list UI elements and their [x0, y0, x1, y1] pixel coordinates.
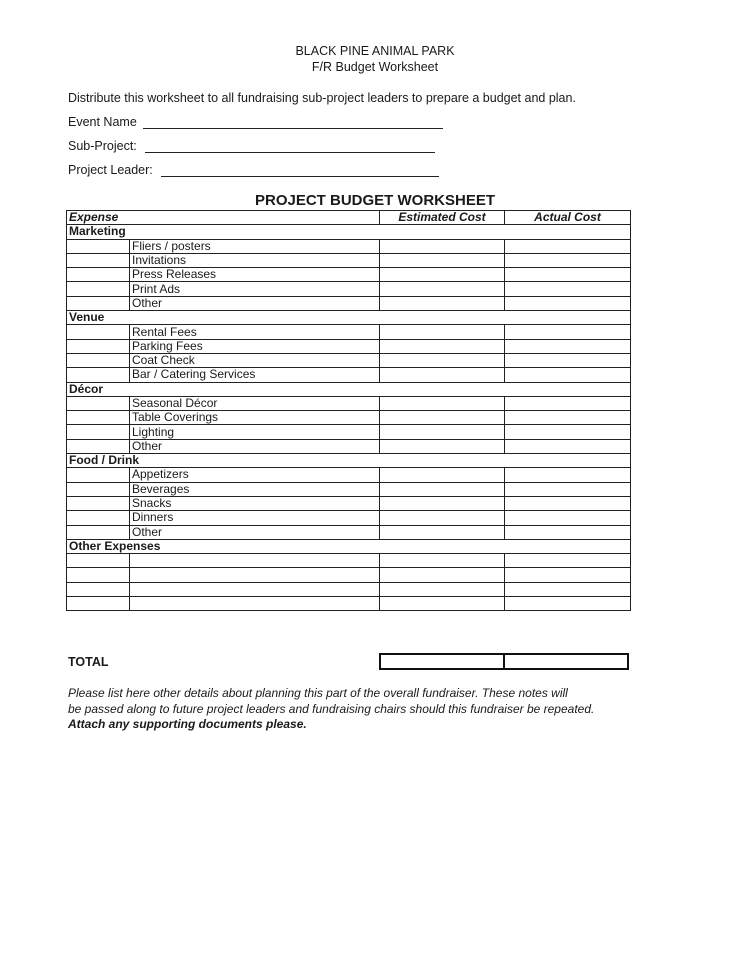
estimated-cost-cell[interactable]	[380, 239, 505, 253]
table-row	[67, 282, 631, 296]
intro-text: Distribute this worksheet to all fundraising sub-project leaders to prepare a budget and plan.	[68, 91, 576, 105]
project-leader-label: Project Leader:	[68, 163, 153, 177]
spacer-cell	[67, 268, 130, 282]
column-header-expense: Expense	[67, 211, 380, 225]
project-leader-line[interactable]	[161, 164, 439, 177]
category-row	[67, 311, 631, 325]
actual-cost-cell[interactable]	[505, 368, 631, 382]
category-label: Venue	[67, 311, 631, 325]
estimated-cost-cell[interactable]	[380, 597, 505, 611]
actual-cost-cell[interactable]	[505, 425, 631, 439]
column-header-actual: Actual Cost	[505, 211, 631, 225]
expense-item[interactable]: Press Releases	[130, 268, 380, 282]
table-row	[67, 268, 631, 282]
actual-cost-cell[interactable]	[505, 411, 631, 425]
table-row	[67, 597, 631, 611]
total-actual-cell[interactable]	[503, 655, 627, 668]
spacer-cell	[67, 511, 130, 525]
table-row	[67, 496, 631, 510]
expense-item[interactable]	[130, 568, 380, 582]
table-row	[67, 296, 631, 310]
expense-item[interactable]: Seasonal Décor	[130, 396, 380, 410]
estimated-cost-cell[interactable]	[380, 396, 505, 410]
table-row	[67, 468, 631, 482]
actual-cost-cell[interactable]	[505, 568, 631, 582]
estimated-cost-cell[interactable]	[380, 482, 505, 496]
expense-item[interactable]: Parking Fees	[130, 339, 380, 353]
category-row	[67, 454, 631, 468]
actual-cost-cell[interactable]	[505, 296, 631, 310]
estimated-cost-cell[interactable]	[380, 353, 505, 367]
estimated-cost-cell[interactable]	[380, 496, 505, 510]
table-row	[67, 425, 631, 439]
spacer-cell	[67, 339, 130, 353]
spacer-cell	[67, 368, 130, 382]
table-row	[67, 411, 631, 425]
expense-item[interactable]: Beverages	[130, 482, 380, 496]
actual-cost-cell[interactable]	[505, 597, 631, 611]
spacer-cell	[67, 353, 130, 367]
estimated-cost-cell[interactable]	[380, 282, 505, 296]
expense-item[interactable]: Other	[130, 296, 380, 310]
table-row	[67, 368, 631, 382]
actual-cost-cell[interactable]	[505, 439, 631, 453]
actual-cost-cell[interactable]	[505, 396, 631, 410]
actual-cost-cell[interactable]	[505, 339, 631, 353]
spacer-cell	[67, 568, 130, 582]
table-row	[67, 396, 631, 410]
actual-cost-cell[interactable]	[505, 268, 631, 282]
spacer-cell	[67, 468, 130, 482]
spacer-cell	[67, 296, 130, 310]
estimated-cost-cell[interactable]	[380, 425, 505, 439]
estimated-cost-cell[interactable]	[380, 411, 505, 425]
project-leader-field[interactable]	[68, 163, 439, 177]
spacer-cell	[67, 411, 130, 425]
worksheet-subtitle: F/R Budget Worksheet	[311, 60, 439, 74]
category-label: Décor	[67, 382, 631, 396]
sub-project-field[interactable]	[68, 139, 435, 153]
table-row	[67, 525, 631, 539]
expense-item[interactable]: Coat Check	[130, 353, 380, 367]
table-header-row	[67, 211, 631, 225]
total-label: TOTAL	[68, 655, 109, 669]
estimated-cost-cell[interactable]	[380, 368, 505, 382]
actual-cost-cell[interactable]	[505, 282, 631, 296]
spacer-cell	[67, 239, 130, 253]
category-label: Food / Drink	[67, 454, 631, 468]
estimated-cost-cell[interactable]	[380, 439, 505, 453]
spacer-cell	[67, 482, 130, 496]
table-row	[67, 353, 631, 367]
spacer-cell	[67, 597, 130, 611]
table-row	[67, 511, 631, 525]
spacer-cell	[67, 439, 130, 453]
org-title: BLACK PINE ANIMAL PARK	[295, 44, 455, 58]
table-row	[67, 439, 631, 453]
table-row	[67, 339, 631, 353]
notes-line-3: Attach any supporting documents please.	[68, 717, 307, 731]
notes-line-1: Please list here other details about planning this part of the overall fundraiser. These notes will	[68, 686, 568, 700]
spacer-cell	[67, 582, 130, 596]
actual-cost-cell[interactable]	[505, 511, 631, 525]
table-row	[67, 325, 631, 339]
expense-item[interactable]	[130, 554, 380, 568]
expense-item[interactable]: Bar / Catering Services	[130, 368, 380, 382]
estimated-cost-cell[interactable]	[380, 468, 505, 482]
expense-item[interactable]: Lighting	[130, 425, 380, 439]
expense-item[interactable]	[130, 582, 380, 596]
table-row	[67, 568, 631, 582]
spacer-cell	[67, 425, 130, 439]
expense-item[interactable]: Other	[130, 439, 380, 453]
estimated-cost-cell[interactable]	[380, 568, 505, 582]
actual-cost-cell[interactable]	[505, 496, 631, 510]
actual-cost-cell[interactable]	[505, 239, 631, 253]
column-header-estimated: Estimated Cost	[380, 211, 505, 225]
table-row	[67, 554, 631, 568]
actual-cost-cell[interactable]	[505, 582, 631, 596]
expense-item[interactable]: Dinners	[130, 511, 380, 525]
estimated-cost-cell[interactable]	[380, 511, 505, 525]
estimated-cost-cell[interactable]	[380, 296, 505, 310]
table-row	[67, 253, 631, 267]
expense-item[interactable]: Table Coverings	[130, 411, 380, 425]
table-row	[67, 582, 631, 596]
budget-table	[66, 210, 631, 611]
spacer-cell	[67, 325, 130, 339]
expense-item[interactable]: Rental Fees	[130, 325, 380, 339]
category-row	[67, 382, 631, 396]
expense-item[interactable]: Print Ads	[130, 282, 380, 296]
estimated-cost-cell[interactable]	[380, 554, 505, 568]
notes-text	[68, 686, 708, 733]
expense-item[interactable]	[130, 597, 380, 611]
event-name-field[interactable]	[68, 115, 443, 129]
spacer-cell	[67, 496, 130, 510]
spacer-cell	[67, 253, 130, 267]
total-estimated-cell[interactable]	[381, 655, 503, 668]
expense-item[interactable]: Fliers / posters	[130, 239, 380, 253]
estimated-cost-cell[interactable]	[380, 325, 505, 339]
spacer-cell	[67, 282, 130, 296]
actual-cost-cell[interactable]	[505, 253, 631, 267]
estimated-cost-cell[interactable]	[380, 525, 505, 539]
estimated-cost-cell[interactable]	[380, 582, 505, 596]
total-box	[379, 653, 629, 670]
spacer-cell	[67, 525, 130, 539]
actual-cost-cell[interactable]	[505, 468, 631, 482]
event-name-line[interactable]	[143, 116, 443, 129]
expense-item[interactable]: Appetizers	[130, 468, 380, 482]
spacer-cell	[67, 554, 130, 568]
category-row	[67, 225, 631, 239]
event-name-label: Event Name	[68, 115, 137, 129]
estimated-cost-cell[interactable]	[380, 268, 505, 282]
actual-cost-cell[interactable]	[505, 525, 631, 539]
estimated-cost-cell[interactable]	[380, 339, 505, 353]
actual-cost-cell[interactable]	[505, 325, 631, 339]
actual-cost-cell[interactable]	[505, 482, 631, 496]
worksheet-heading: PROJECT BUDGET WORKSHEET	[254, 192, 495, 209]
estimated-cost-cell[interactable]	[380, 253, 505, 267]
notes-line-2: be passed along to future project leaders and fundraising chairs should this fundraiser be repeated.	[68, 701, 595, 716]
category-row	[67, 539, 631, 553]
expense-item[interactable]: Snacks	[130, 496, 380, 510]
table-row	[67, 239, 631, 253]
sub-project-label: Sub-Project:	[68, 139, 137, 153]
expense-item[interactable]: Other	[130, 525, 380, 539]
spacer-cell	[67, 396, 130, 410]
actual-cost-cell[interactable]	[505, 353, 631, 367]
sub-project-line[interactable]	[145, 140, 435, 153]
table-row	[67, 482, 631, 496]
actual-cost-cell[interactable]	[505, 554, 631, 568]
category-label: Marketing	[67, 225, 631, 239]
expense-item[interactable]: Invitations	[130, 253, 380, 267]
category-label: Other Expenses	[67, 539, 631, 553]
